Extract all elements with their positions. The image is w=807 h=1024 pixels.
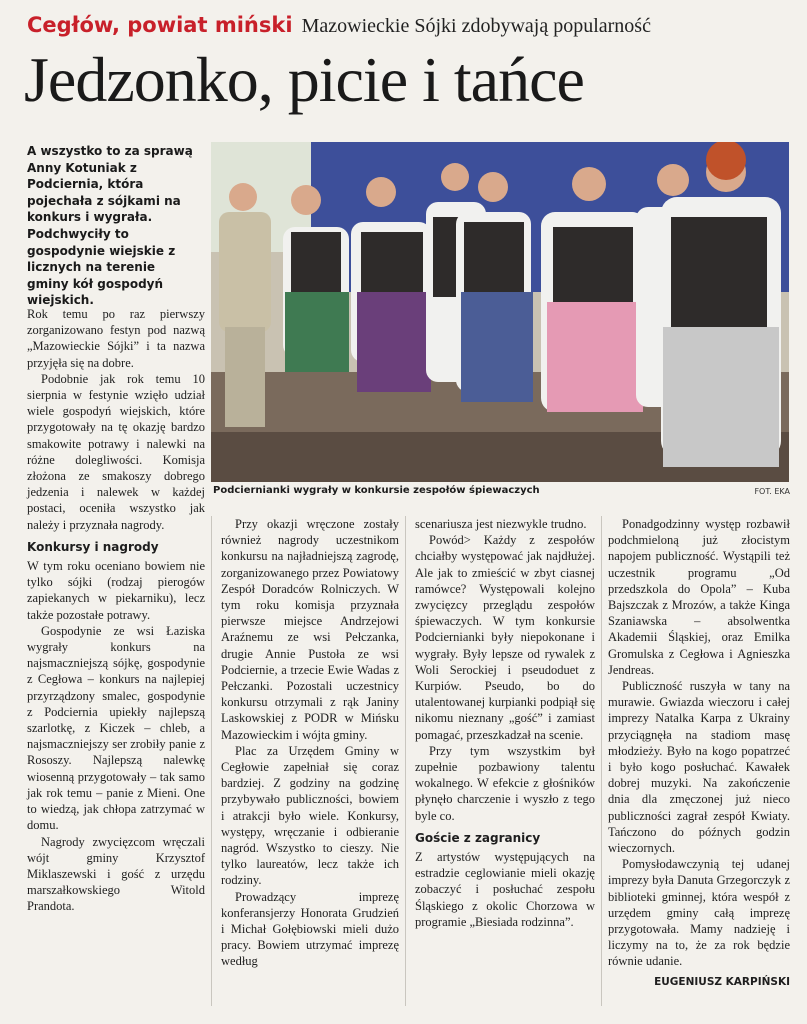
article-column-4 [608,516,790,990]
column-divider [405,516,406,1006]
kicker-place: Cegłów, powiat miński [27,13,293,37]
subheading: Goście z zagranicy [415,830,541,845]
paragraph: scenariusza jest niezwykle trudno. [415,517,587,531]
paragraph: Z artystów występujących na estradzie ceglowianie mieli okazję zobaczyć i posłuchać zespołu Śląskiego z okolic Chorzowa w programie „Biesiada rodzinna”. [415,850,595,929]
paragraph: Publiczność ruszyła w tany na murawie. Gwiazda wieczoru i całej imprezy Natalka Karpa z Ukrainy przyciągnęła na stadiom masę młodzieży. Było na kogo popatrzeć i było kogo posłuchać. Kawałek dobrej muzyki. Na zakończenie dnia dla zmęczonej już nieco publiczności zagrał zespół Kwiaty. Tańczono do późnych godzin wieczornych. [608,679,790,856]
kicker-topic: Mazowieckie Sójki zdobywają popularność [301,15,651,37]
paragraph: Przy okazji wręczone zostały również nagrody uczestnikom konkursu na najładniejszą zagrodę, zorganizowanego przez Powiatowy Zespół Doradców Rolniczych. W tym roku komisja przyznała pierwsze miejsce Andrzejowi Araźnemu ze wsi Pełczanka, drugie Annie Pustoła ze wsi Podciernie, a trzecie Ewie Wadas z Pełczanki. Pozostali uczestnicy konkursu otrzymali z rąk Janiny Laskowskiej z PODR w Mińsku Mazowieckim i wójta gminy. [221,517,399,742]
paragraph: Gospodynie ze wsi Łaziska wygrały konkurs na najsmaczniejszą sójkę, gospodynie z Cegłowa – konkurs na najlepiej przyrządzony smalec, gospodynie z Podciernia upiekły najlepszą szarlotkę, z Kiczek – chleb, a najsmaczniejszy ser zrobiły panie z Rososzy. Najlepszą nalewkę wiosenną przygotowały – tak samo jak rok temu – panie z Mieni. One to wiedzą, jak chłopa zatrzymać w domu. [27,623,205,833]
paragraph: Prowadzący imprezę konferansjerzy Honorata Grudzień i Michał Gołębiowski mieli dużo pracy. Bowiem utrzymać imprezę według [221,889,399,969]
article-photo [211,142,789,482]
headline: Jedzonko, picie i tańce [24,44,584,115]
paragraph: Pomysłodawczynią tej udanej imprezy była Danuta Grzegorczyk z biblioteki gminnej, która wespół z urzędem gminy całą imprezę przygotowała. Mamy nadzieję i liczymy na to, że za rok będzie równie udanie. [608,857,790,969]
article-column-3 [415,516,595,930]
column-divider [211,516,212,1006]
paragraph: Nagrody zwycięzcom wręczali wójt gminy Krzysztof Miklaszewski i gość z urzędu marszałkowskiego Witold Prandota. [27,834,205,914]
kicker [27,13,787,41]
photo-illustration [211,142,789,482]
paragraph: Podobnie jak rok temu 10 sierpnia w festynie wzięło udział wiele gospodyń wiejskich, które przygotowały na tę okazję bardzo smakowite potrawy i nalewki na różne dolegliwości. Komisja złożona ze smakoszy dobrego jedzenia i nalewek w każdej postaci, oceniła wszystko jak należy i przyznała nagrody. [27,371,205,532]
lead-paragraph: A wszystko to za sprawą Anny Kotuniak z Podciernia, która pojechała z sójkami na konkurs i wygrała. Podchwyciły to gospodynie wiejskie z licznych na terenie gminy kół gospodyń wiejskich. [27,144,193,308]
paragraph: Plac za Urzędem Gminy w Cegłowie zapełniał się coraz bardziej. Z godziny na godzinę przybywało publiczności, bowiem i atrakcji było wiele. Konkursy, występy, wręczanie i odbieranie nagród. Wszystko to cieszy. Nie tylko laureatów, lecz także ich rodziny. [221,743,399,888]
photo-credit: FOT. EKA [754,487,790,496]
paragraph: Przy tym wszystkim był zupełnie pozbawiony talentu wokalnego. W efekcie z głośników płynęło charczenie i wyszło z tego byle co. [415,743,595,823]
article-column-2 [221,516,399,970]
column-divider [601,516,602,1006]
subheading: Konkursy i nagrody [27,539,159,554]
paragraph: W tym roku oceniano bowiem nie tylko sójki (rodzaj pierogów zapiekanych w piekarniku), lecz także pozostałe potrawy. [27,559,205,622]
article-column-1 [27,306,205,915]
photo-caption: Podciernianki wygrały w konkursie zespołów śpiewaczych [213,485,540,496]
paragraph: Ponadgodzinny występ rozbawił podchmieloną już złocistym napojem publiczność. Wystąpili też uczestnik programu „Od przedszkola do Opola” – Kuba Bajszczak z Mrozów, a także Kinga Szaniawska – absolwentka Akademii Śląskiej, oraz Emilka Gromulska z Cegłowa i Agnieszka Jendreas. [608,517,790,677]
author-byline: EUGENIUSZ KARPIŃSKI [654,975,790,988]
paragraph: Powód> Każdy z zespołów chciałby występować jak najdłużej. Ale jak to zmieścić w zbyt ciasnej ramówce? Występowali kolejno zwycięzcy przeglądu zespołów śpiewaczych. W tym konkursie Podciernianki były niepokonane i wygrały. Były lepsze od rywalek z Woli Serockiej i pseudoduet z Kurpiów. Pseudo, bo do utalentowanej kurpianki podpiął się nikomu nieznany „gość” i zamiast pomagać, przeszkadzał na scenie. [415,533,595,742]
paragraph: Rok temu po raz pierwszy zorganizowano festyn pod nazwą „Mazowieckie Sójki” i ta nazwa przyjęła się na dobre. [27,307,205,370]
